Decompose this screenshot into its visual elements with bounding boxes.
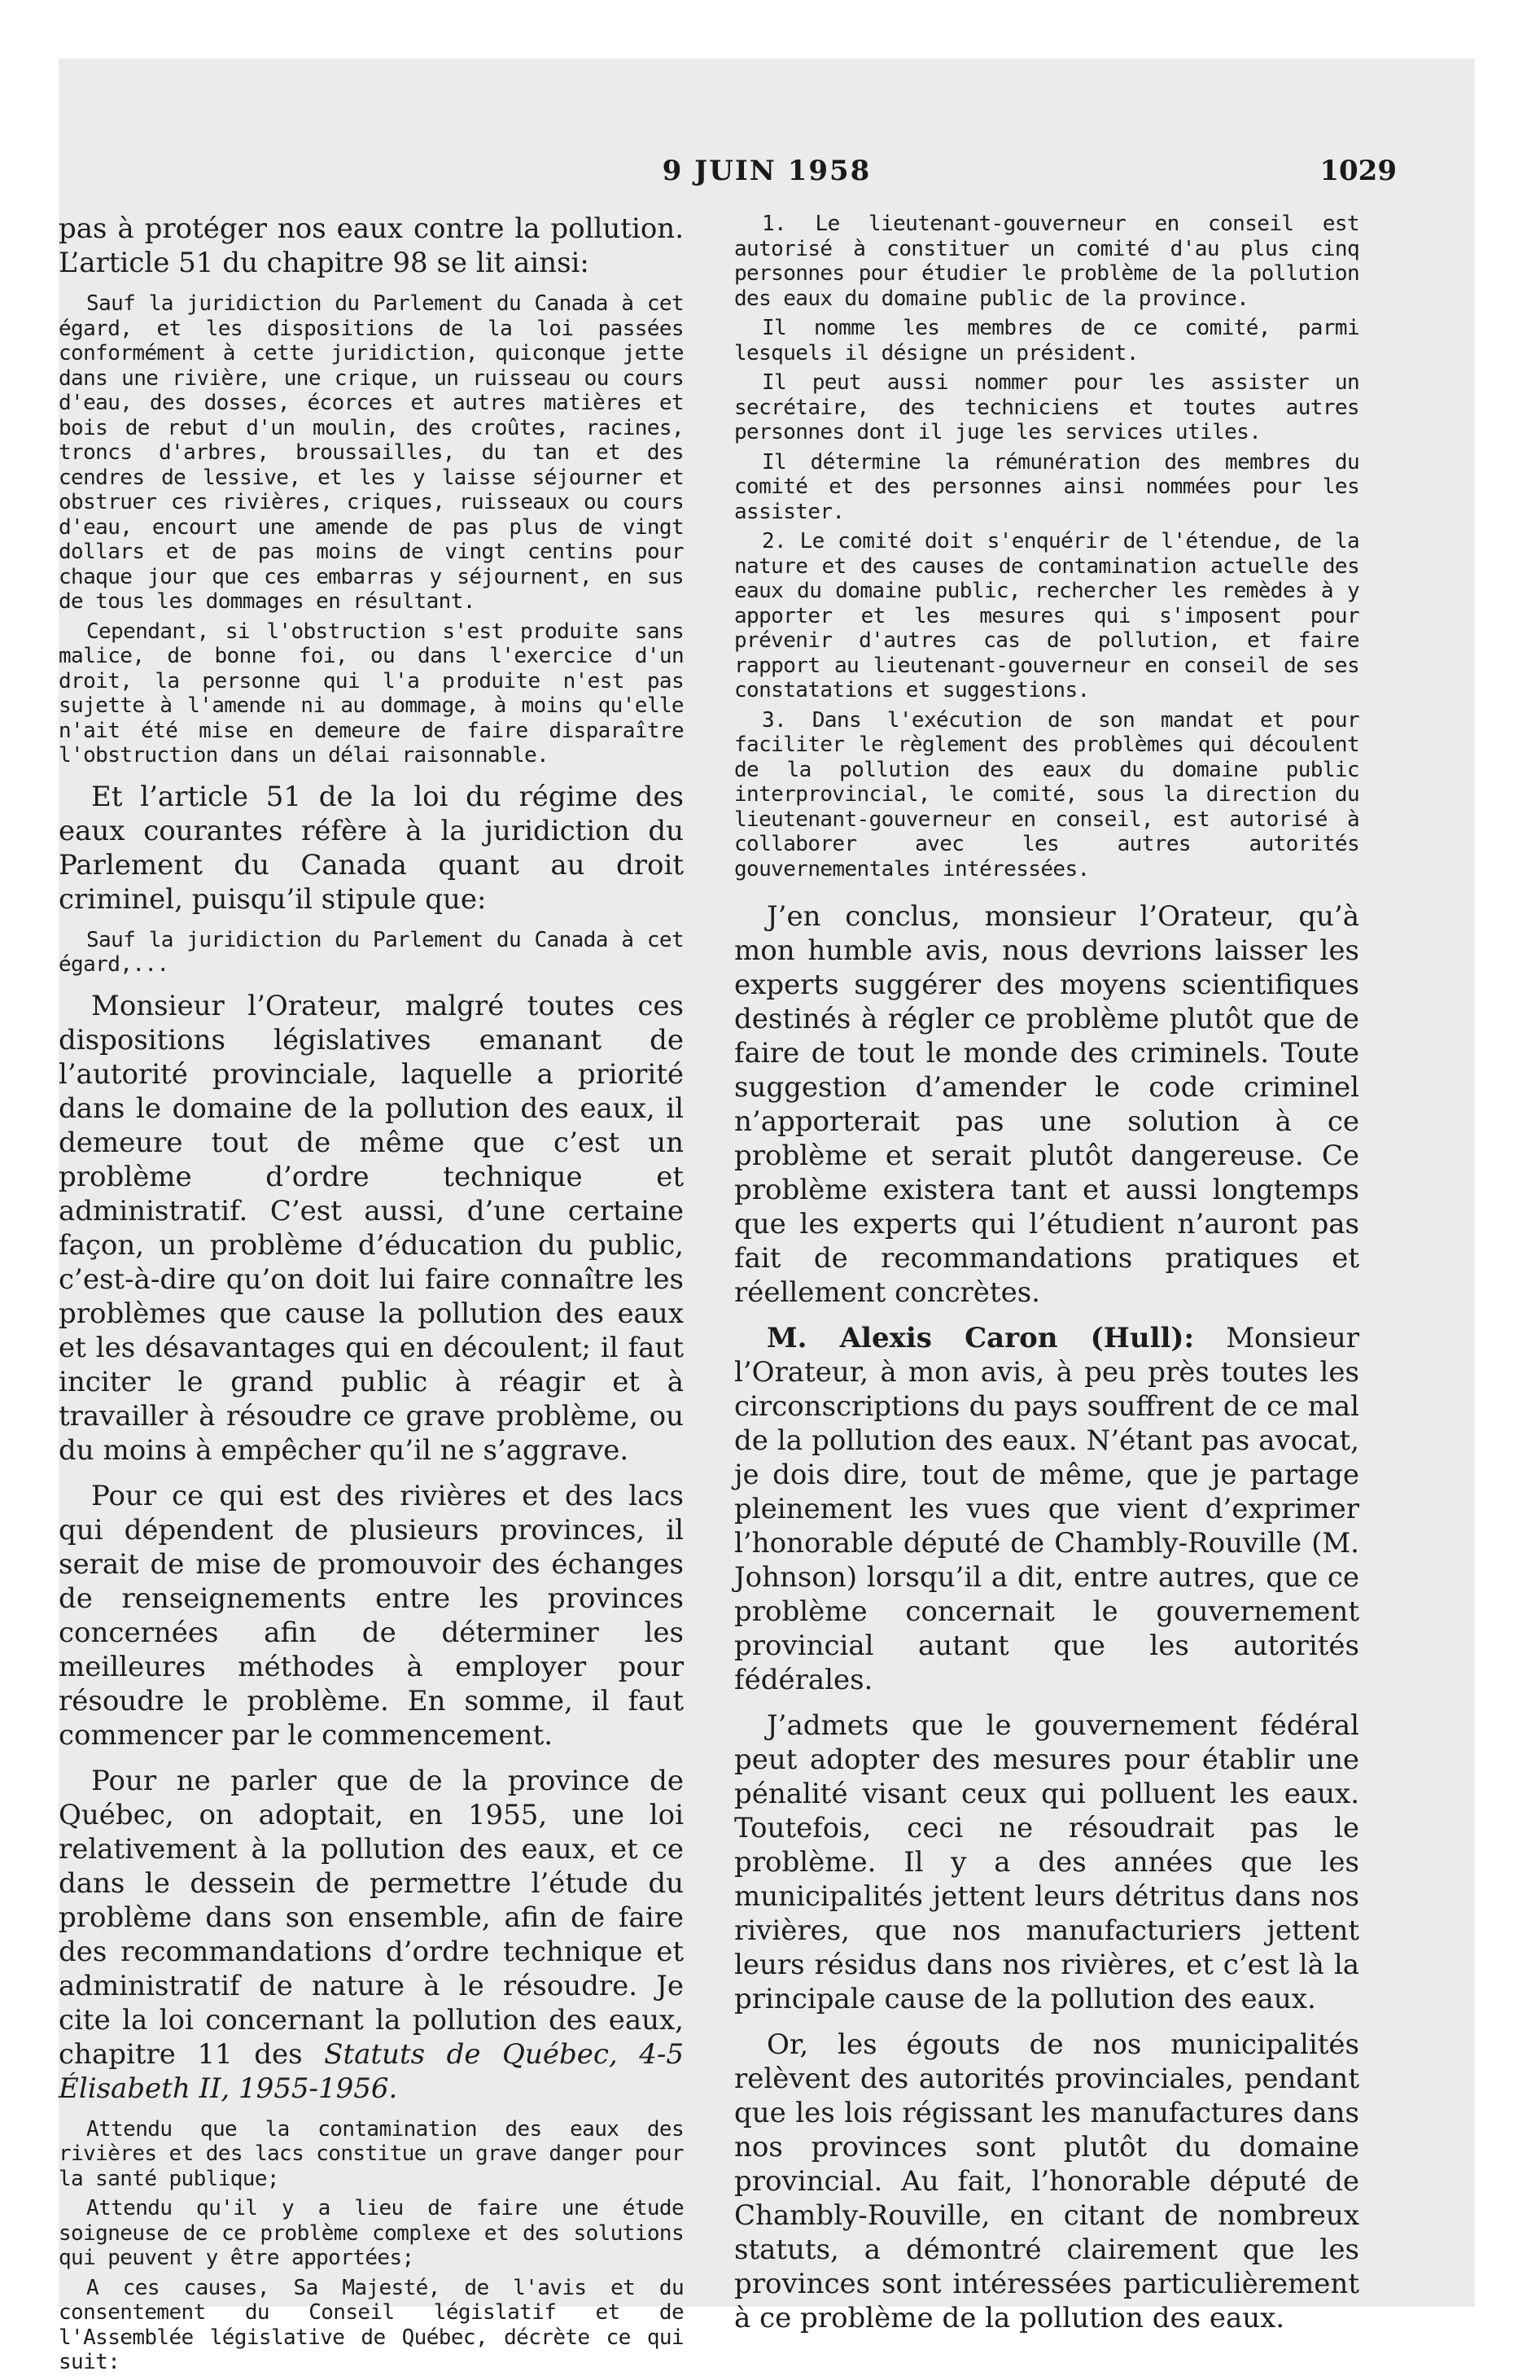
header-date: 9 JUIN 1958 — [662, 155, 872, 187]
quoted-statute: 1. Le lieutenant-gouverneur en conseil est autorisé à constituer un comité d'au plus cinq personnes pour étudier le problème de la pollution des eaux du domaine public de la province. — [734, 212, 1359, 311]
quoted-statute: Il nomme les membres de ce comité, parmi lesquels il désigne un président. — [734, 316, 1359, 365]
paragraph — [59, 1764, 684, 2106]
quoted-statute: 3. Dans l'exécution de son mandat et pour faciliter le règlement des problèmes qui découlent de la pollution des eaux du domaine public interprovincial, le comité, sous la direction du lieutenant-gouverneur en conseil, est autorisé à collaborer avec les autres autorités gouvernementales intéressées. — [734, 707, 1359, 882]
paragraph: pas à protéger nos eaux contre la pollution. L’article 51 du chapitre 98 se lit ainsi: — [59, 212, 684, 279]
quoted-statute: A ces causes, Sa Majesté, de l'avis et du consentement du Conseil législatif et de l'Assemblée législative de Québec, décrète ce qui suit: — [59, 2275, 684, 2374]
speaker-name: M. Alexis Caron (Hull): — [767, 1322, 1195, 1354]
paragraph — [734, 1321, 1359, 1697]
left-column — [59, 212, 684, 2380]
page-header — [59, 155, 1475, 203]
quoted-statute: Il peut aussi nommer pour les assister un secrétaire, des techniciens et toutes autres personnes dont il juge les services utiles. — [734, 370, 1359, 444]
quoted-statute: Sauf la juridiction du Parlement du Canada à cet égard,... — [59, 927, 684, 977]
quoted-statute: Cependant, si l'obstruction s'est produite sans malice, de bonne foi, ou dans l'exercice d'un droit, la personne qui l'a produite n'est pas sujette à l'amende ni au dommage, à moins qu'elle n'ait été mise en demeure de faire disparaître l'obstruction dans un délai raisonnable. — [59, 619, 684, 768]
quoted-statute: Sauf la juridiction du Parlement du Canada à cet égard, et les dispositions de la loi passées conformément à cette juridiction, quiconque jette dans une rivière, une crique, un ruisseau ou cours d'eau, des dosses, écorces et autres matières et bois de rebut d'un moulin, des croûtes, racines, troncs d'arbres, broussailles, du tan et des cendres de lessive, et les y laisse séjourner et obstruer ces rivières, criques, ruisseaux ou cours d'eau, encourt une amende de pas plus de vingt dollars et de pas moins de vingt centins pour chaque jour que ces embarras y séjournent, en sus de tous les dommages en résultant. — [59, 291, 684, 614]
paragraph: Pour ce qui est des rivières et des lacs qui dépendent de plusieurs provinces, il serait de mise de promouvoir des échanges de renseignements entre les provinces concernées afin de déterminer les meilleures méthodes à employer pour résoudre le problème. En somme, il faut commencer par le commencement. — [59, 1479, 684, 1752]
scanned-page — [59, 59, 1475, 2374]
quoted-statute: 2. Le comité doit s'enquérir de l'étendue, de la nature et des causes de contamination actuelle des eaux du domaine public, rechercher les remèdes à y apporter et les mesures qui s'imposent pour prévenir d'autres cas de pollution, et faire rapport au lieutenant-gouverneur en conseil de ses constatations et suggestions. — [734, 529, 1359, 702]
paragraph: Monsieur l’Orateur, malgré toutes ces dispositions législatives emanant de l’autorité provinciale, laquelle a priorité dans le domaine de la pollution des eaux, il demeure tout de même que c’est un problème d’ordre technique et administratif. C’est aussi, d’une certaine façon, un problème d’éducation du public, c’est-à-dire qu’on doit lui faire connaître les problèmes que cause la pollution des eaux et les désavantages qui en découlent; il faut inciter le grand public à réagir et à travailler à résoudre ce grave problème, ou du moins à empêcher qu’il ne s’aggrave. — [59, 989, 684, 1467]
paragraph: Et l’article 51 de la loi du régime des eaux courantes réfère à la juridiction du Parlement du Canada quant au droit criminel, puisqu’il stipule que: — [59, 780, 684, 916]
paragraph-text: Monsieur l’Orateur, à mon avis, à peu près toutes les circonscriptions du pays souffrent de ce mal de la pollution des eaux. N’étant pas avocat, je dois dire, tout de même, que je partage pleinement les vues que vient d’exprimer l’honorable député de Chambly-Rouville (M. Johnson) lorsqu’il a dit, entre autres, que ce problème concernait le gouvernement provincial autant que les autorités fédérales. — [734, 1322, 1359, 1696]
page-number: 1029 — [1319, 155, 1397, 187]
right-column — [734, 212, 1359, 2347]
quoted-statute: Attendu que la contamination des eaux des rivières et des lacs constitue un grave danger pour la santé publique; — [59, 2116, 684, 2191]
paragraph: J’en conclus, monsieur l’Orateur, qu’à mon humble avis, nous devrions laisser les experts suggérer des moyens scientifiques destinés à régler ce problème plutôt que de faire de tout le monde des criminels. Toute suggestion d’amender le code criminel n’apporterait pas une solution à ce problème et serait plutôt dangereuse. Ce problème existera tant et aussi longtemps que les experts qui l’étudient n’auront pas fait de recommandations pratiques et réellement concrètes. — [734, 900, 1359, 1309]
quoted-statute: Il détermine la rémunération des membres du comité et des personnes ainsi nommées pour les assister. — [734, 449, 1359, 524]
statute-citation: Statuts de Québec, 4-5 Élisabeth II, 1955-1956. — [59, 2037, 684, 2105]
paragraph: J’admets que le gouvernement fédéral peut adopter des mesures pour établir une pénalité visant ceux qui polluent les eaux. Toutefois, ceci ne résoudrait pas le problème. Il y a des années que les municipalités jettent leurs détritus dans nos rivières, que nos manufacturiers jettent leurs résidus dans nos rivières, et c’est là la principale cause de la pollution des eaux. — [734, 1709, 1359, 2015]
quoted-statute: Attendu qu'il y a lieu de faire une étude soigneuse de ce problème complexe et des solutions qui peuvent y être apportées; — [59, 2196, 684, 2270]
paragraph-text: Pour ne parler que de la province de Québec, on adoptait, en 1955, une loi relativement à la pollution des eaux, et ce dans le dessein de permettre l’étude du problème dans son ensemble, afin de faire des recommandations d’ordre technique et administratif de nature à le résoudre. Je cite la loi concernant la pollution des eaux, chapitre 11 des — [59, 1764, 684, 2071]
paragraph: Or, les égouts de nos municipalités relèvent des autorités provinciales, pendant que les lois régissant les manufactures dans nos provinces sont plutôt du domaine provincial. Au fait, l’honorable député de Chambly-Rouville, en citant de nombreux statuts, a démontré clairement que les provinces sont intéressées particulièrement à ce problème de la pollution des eaux. — [734, 2028, 1359, 2334]
